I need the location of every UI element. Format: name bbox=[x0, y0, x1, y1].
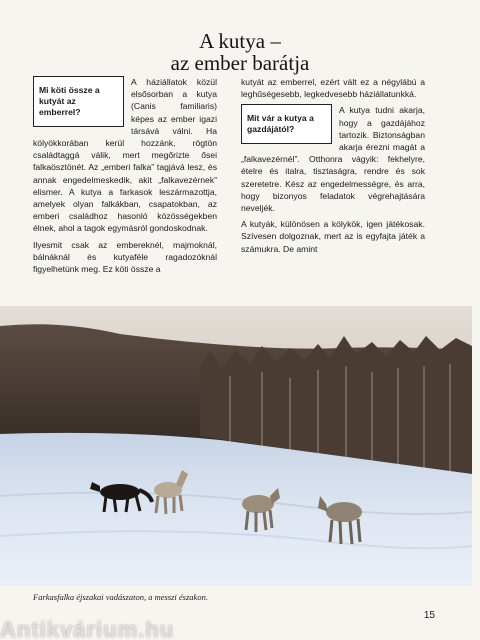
title-line-1: A kutya – bbox=[199, 29, 281, 53]
paragraph: A kutyák, különösen a kölykök, igen játékosak. Szívesen dolgoznak, mert az is egyfajta játék a számukra. De amint bbox=[241, 219, 425, 254]
right-column bbox=[241, 76, 425, 259]
paragraph bbox=[241, 104, 425, 214]
page-number: 15 bbox=[423, 610, 435, 621]
left-column bbox=[33, 76, 217, 279]
photo-caption: Farkasfalka éjszakai vadászaton, a messzi északon. bbox=[33, 592, 208, 602]
watermark: Antikvárium.hu bbox=[0, 617, 175, 640]
article-title bbox=[0, 30, 480, 74]
callout-box-left: Mi köti össze a kutyát az emberrel? bbox=[33, 76, 124, 127]
paragraph: Ilyesmit csak az embereknél, majmoknál, bálnáknál és kutyaféle ragadozóknál figyelhetünk meg. Ez köti össze a bbox=[33, 239, 217, 275]
paragraph-text: A kutya tudni akarja, hogy a gazdájához tartozik. Biztonságban akarja érezni magát a „falkavezérnél”. Otthonra vágyik: fekhelyre, ételre és italra, tisztaságra, rendre és sok szeretetre. Kész az engedelmességre, és arra, hogy bizonyos feladatok végrehajtására neveljék. bbox=[241, 105, 425, 214]
paragraph bbox=[33, 76, 217, 235]
wolf-pack-photo bbox=[0, 306, 472, 586]
paragraph: kutyát az emberrel, ezért vált ez a négylábú a leghűségesebb, legkedvesebb háziállatunkká. bbox=[241, 77, 425, 100]
paragraph-text: A háziállatok közül elsősorban a kutya (Canis familiaris) képes az ember igazi társává válni. Ha kölyökkorában kerül hozzánk, rögtön családtaggá válik, mert megőrizte ősei falkaösztönét. Az „emberi falka” tagjává lesz, és annak engedelmeskedik, akit „falkavezérnek” elismer. A kutya a farkasok leszármazottja, amelyek olyan falkákban, csapatokban, az emberi családhoz hasonló közösségekben élnek, ahol a tagok egymásról gondoskodnak. bbox=[33, 77, 217, 234]
title-line-2: az ember barátja bbox=[170, 51, 310, 75]
callout-box-right: Mit vár a kutya a gazdájától? bbox=[241, 104, 332, 144]
